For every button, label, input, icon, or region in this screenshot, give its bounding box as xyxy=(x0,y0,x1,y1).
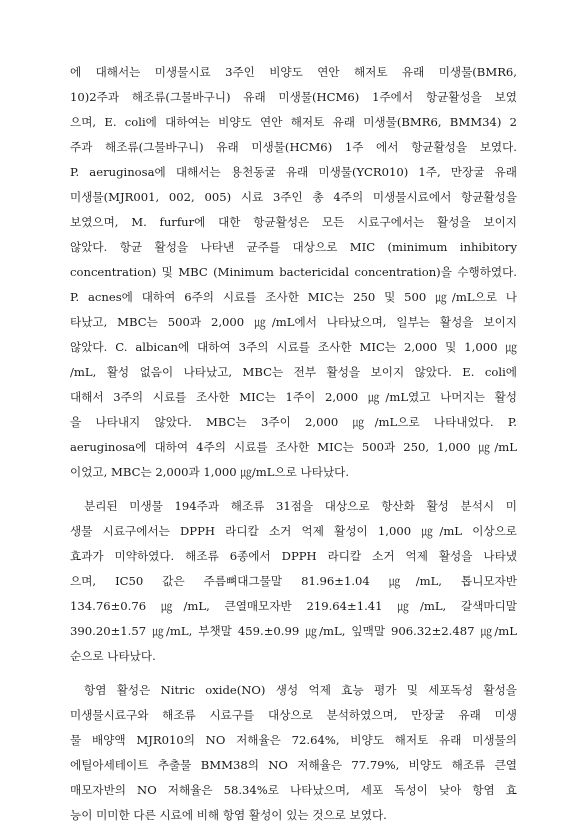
text-line: 능이 미미한 다른 시료에 비해 항염 활성이 있는 것으로 보였다. xyxy=(70,808,387,822)
text-line: 생물 시료구에서는 DPPH 라디칼 소거 억제 활성이 1,000 ㎍/mL 이상으로 xyxy=(70,524,517,538)
paragraph-antimicrobial xyxy=(70,60,517,485)
paragraph-antioxidant xyxy=(70,494,517,669)
text-line: P. aeruginosa에 대해서는 용천동굴 유래 미생물(YCR010) 1주, 만장굴 유래 xyxy=(70,165,517,179)
text-line: 에틸아세테이트 추출물 BMM38의 NO 저해율은 77.79%, 비양도 해조류 큰열 xyxy=(70,758,517,772)
text-line: 순으로 나타났다. xyxy=(70,649,156,663)
text-line: 으며, E. coli에 대하여는 비양도 연안 해저토 유래 미생물(BMR6, BMM34) 2 xyxy=(70,115,517,129)
text-line: 않았다. C. albican에 대하여 3주의 시료를 조사한 MIC는 2,000 및 1,000 ㎍ xyxy=(70,340,517,354)
text-line: 물 배양액 MJR010의 NO 저해율은 72.64%, 비양도 해저토 유래 미생물의 xyxy=(70,733,517,747)
text-line: 미생물시료구와 해조류 시료구를 대상으로 분석하였으며, 만장굴 유래 미생 xyxy=(70,708,517,722)
text-line: 타났고, MBC는 500과 2,000 ㎍/mL에서 나타났으며, 일부는 활성을 보이지 xyxy=(70,315,517,329)
text-line: 분리된 미생물 194주과 해조류 31점을 대상으로 항산화 활성 분석시 미 xyxy=(84,499,517,513)
text-line: 134.76±0.76 ㎍/mL, 큰열매모자반 219.64±1.41 ㎍/mL, 갈색마디말 xyxy=(70,599,517,613)
text-line: P. acnes에 대하여 6주의 시료를 조사한 MIC는 250 및 500 ㎍/mL으로 나 xyxy=(70,290,517,304)
text-line: 을 나타내지 않았다. MBC는 3주이 2,000 ㎍/mL으로 나타내었다. P. xyxy=(70,415,517,429)
text-line: 으며, IC50 값은 주름뼈대그물말 81.96±1.04 ㎍/mL, 톱니모자반 xyxy=(70,574,517,588)
text-line: 에 대해서는 미생물시료 3주인 비양도 연안 해저토 유래 미생물(BMR6, xyxy=(70,65,517,79)
text-line: 항염 활성은 Nitric oxide(NO) 생성 억제 효능 평가 및 세포독성 활성을 xyxy=(84,683,517,697)
text-line: 미생물(MJR001, 002, 005) 시료 3주인 총 4주의 미생물시료에서 항균활성을 xyxy=(70,190,517,204)
document-body xyxy=(70,60,517,828)
text-line: 390.20±1.57 ㎍/mL, 부챗말 459.±0.99 ㎍/mL, 잎맥말 906.32±2.487 ㎍/mL xyxy=(70,624,517,638)
paragraph-anti-inflammatory xyxy=(70,678,517,828)
text-line: 이었고, MBC는 2,000과 1,000 ㎍/mL으로 나타났다. xyxy=(70,465,350,479)
text-line: 대해서 3주의 시료를 조사한 MIC는 1주이 2,000 ㎍/mL였고 나머지는 활성 xyxy=(70,390,517,404)
text-line: 주과 해조류(그물바구니) 유래 미생물(HCM6) 1주 에서 항균활성을 보였다. xyxy=(70,140,517,154)
text-line: 효과가 미약하였다. 해조류 6종에서 DPPH 라디칼 소거 억제 활성을 나타냈 xyxy=(70,549,517,563)
text-line: /mL, 활성 없음이 나타났고, MBC는 전부 활성을 보이지 않았다. E. coli에 xyxy=(70,365,517,379)
text-line: 않았다. 항균 활성을 나타낸 균주를 대상으로 MIC (minimum inhibitory xyxy=(70,240,517,254)
text-line: 보였으며, M. furfur에 대한 항균활성은 모든 시료구에서는 활성을 보이지 xyxy=(70,215,517,229)
text-line: 10)2주과 해조류(그물바구니) 유래 미생물(HCM6) 1주에서 항균활성을 보였 xyxy=(70,90,517,104)
text-line: concentration) 및 MBC (Minimum bactericidal concentration)을 수행하였다. xyxy=(70,265,517,279)
text-line: 매모자반의 NO 저해율은 58.34%로 나타났으며, 세포 독성이 낮아 항염 효 xyxy=(70,783,517,797)
text-line: aeruginosa에 대하여 4주의 시료를 조사한 MIC는 500과 250, 1,000 ㎍/mL xyxy=(70,440,517,454)
